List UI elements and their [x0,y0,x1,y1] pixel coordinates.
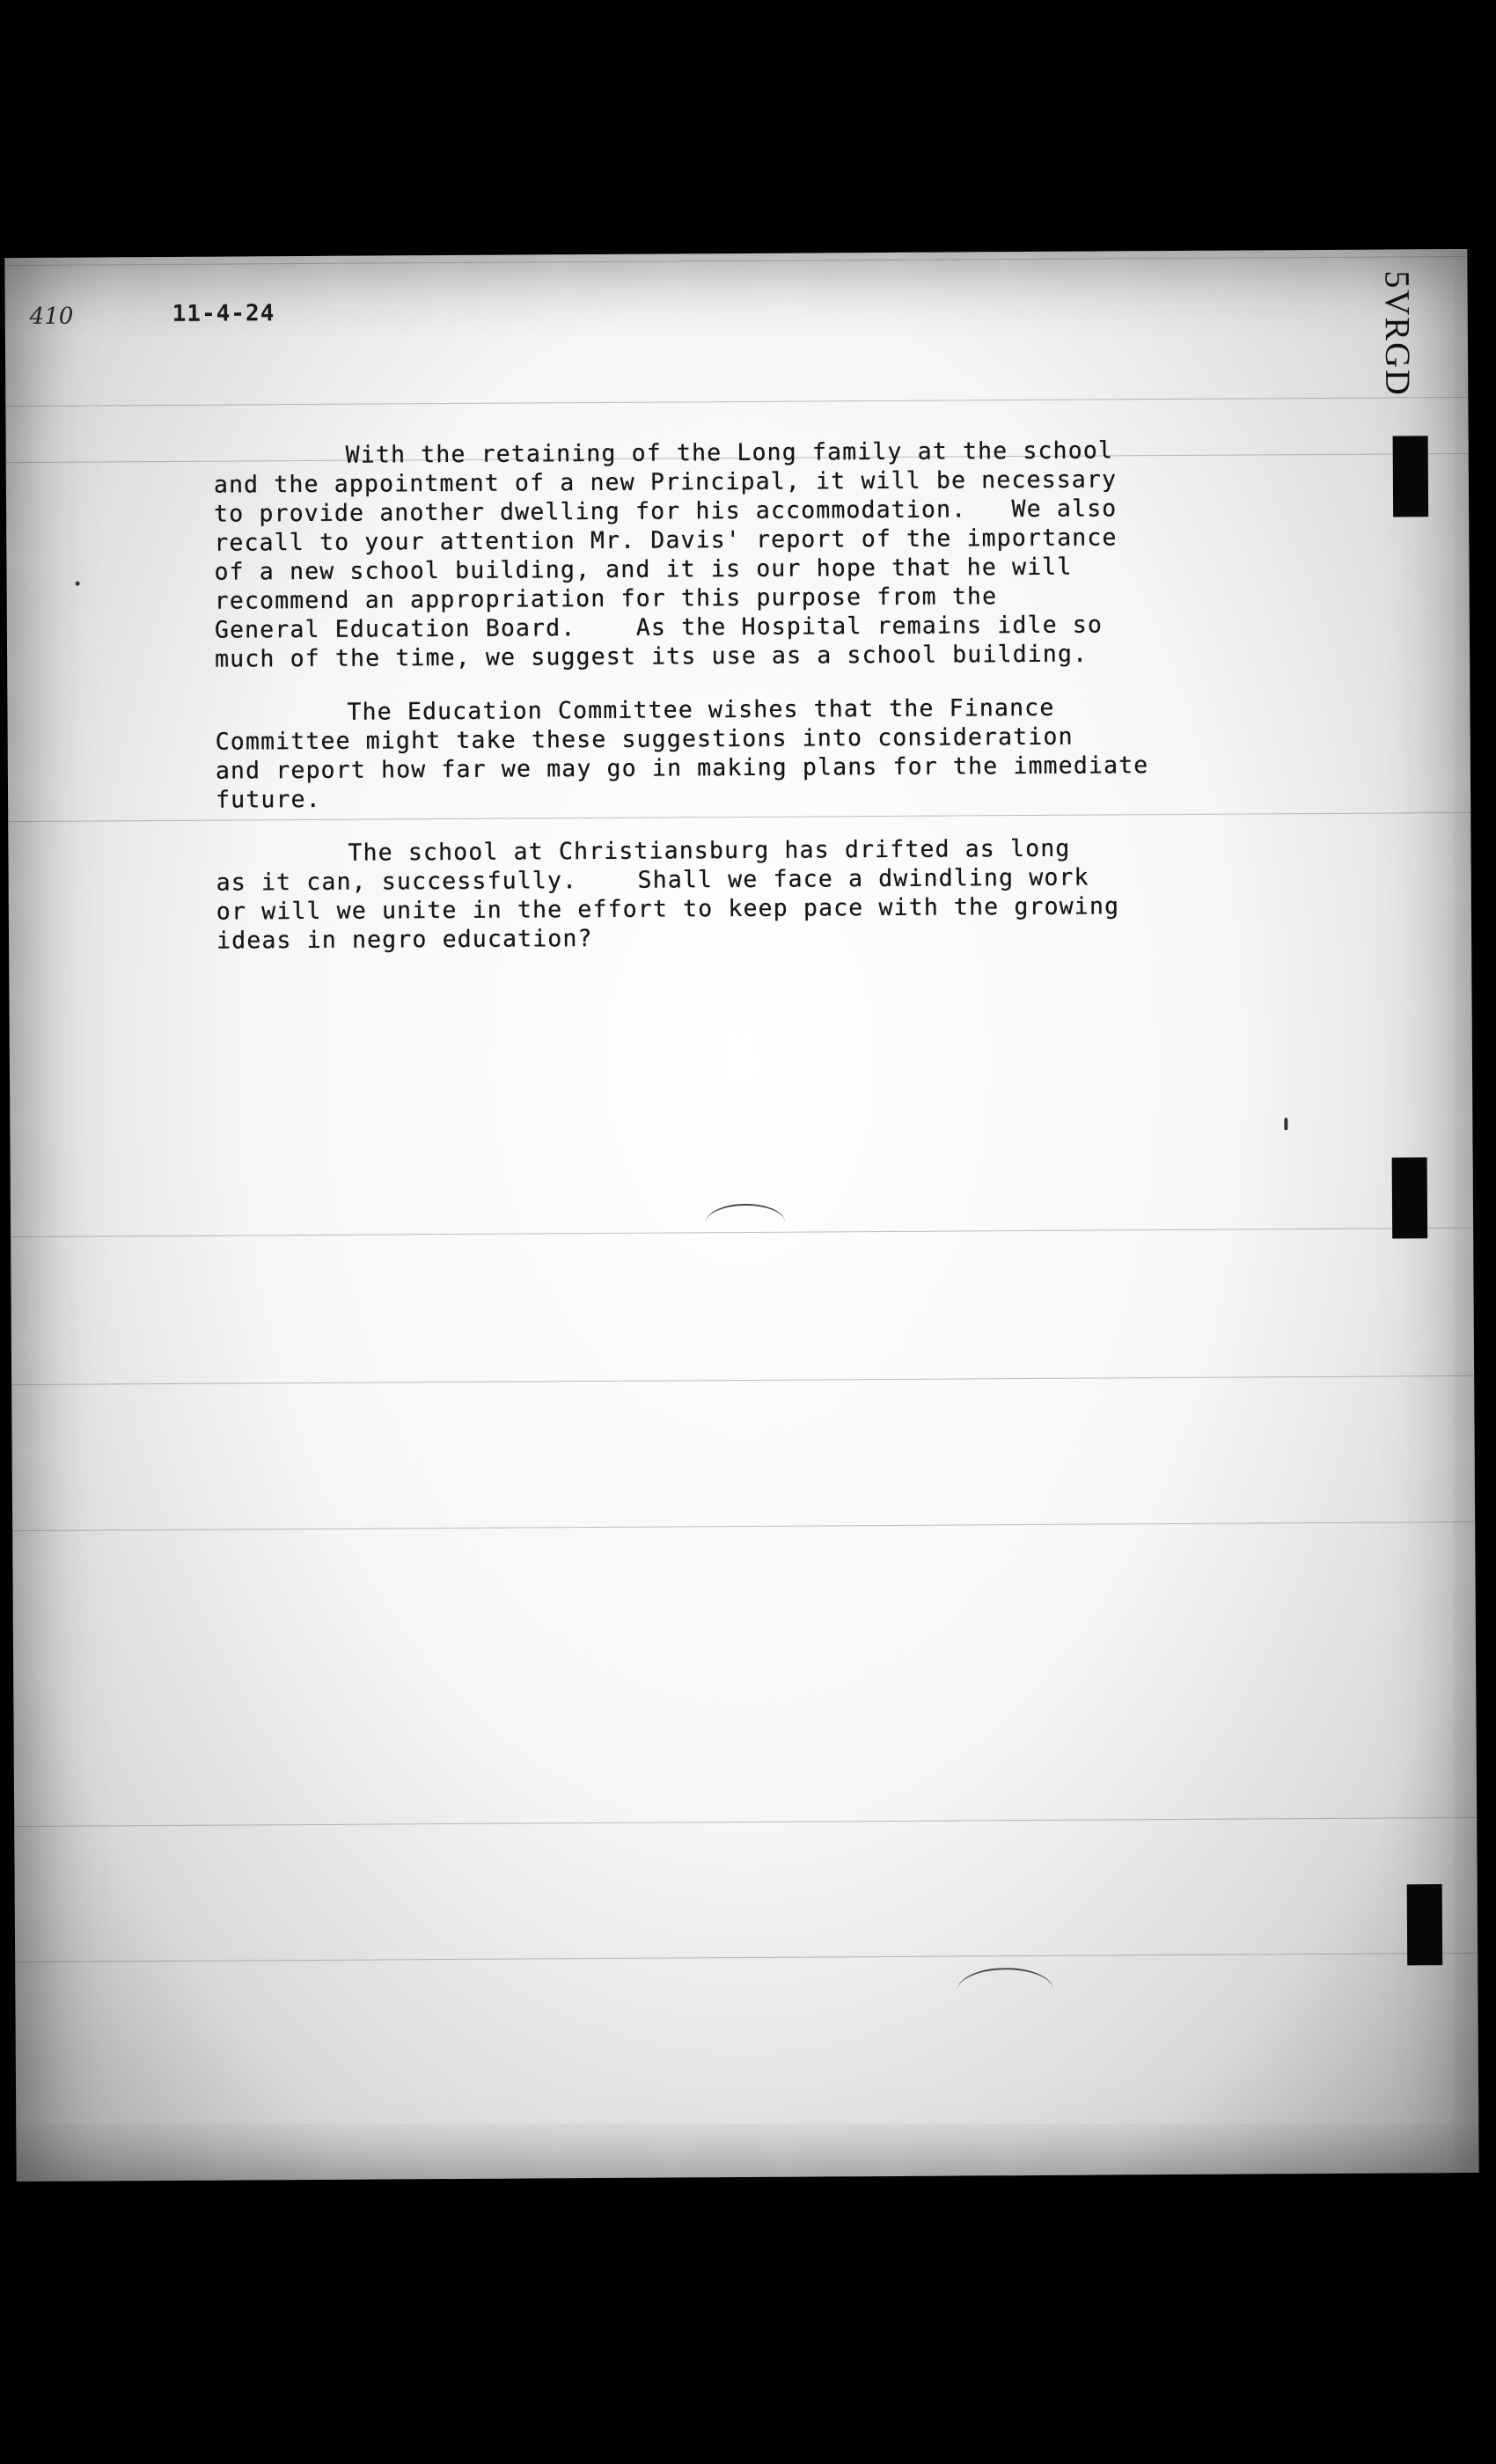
ruled-line [5,397,1468,407]
margin-code: 5VRGD [1377,270,1419,397]
ruled-line [14,1817,1477,1827]
text-line: recall to your attention Mr. Davis' report of the importance [214,524,1118,557]
letter-body [214,435,1309,980]
text-line: The school at Christiansburg has drifted as long [348,834,1071,867]
text-line: recommend an appropriation for this purpose from the [214,583,998,615]
stray-pen-mark [706,1204,785,1242]
text-line: With the retaining of the Long family at the school [345,436,1114,469]
text-line: ideas in negro education? [216,925,593,955]
ruled-line [12,1522,1475,1531]
text-line: much of the time, we suggest its use as a school building. [215,640,1089,673]
text-line: of a new school building, and it is our hope that he will [214,553,1073,586]
paragraph [214,435,1307,674]
text-line: General Education Board. As the Hospital remains idle so [214,611,1104,644]
text-line: future. [216,785,321,814]
text-line: Committee might take these suggestions into consideration [215,722,1074,756]
ruled-line [4,256,1467,266]
ink-speck [76,582,80,586]
index-tab-marker [1393,436,1429,517]
page-number: 410 [29,303,74,330]
paragraph [215,692,1307,815]
text-line: to provide another dwelling for his accommodation. We also [214,495,1118,528]
date-stamp: 11-4-24 [172,300,275,327]
text-line: The Education Committee wishes that the Finance [347,693,1055,726]
text-line: and the appointment of a new Principal, it will be necessary [213,466,1118,499]
paragraph [216,832,1308,956]
index-tab-marker [1407,1884,1443,1965]
text-line: as it can, successfully. Shall we face a dwindling work [216,863,1089,897]
ruled-line [11,1375,1474,1385]
text-line: or will we unite in the effort to keep pace with the growing [216,892,1120,926]
ruled-line [15,1953,1478,1962]
text-line: and report how far we may go in making plans for the immediate [215,752,1149,785]
stray-pen-mark [957,1968,1053,2014]
document-page [4,249,1478,2182]
index-tab-marker [1392,1157,1428,1238]
ink-speck [1284,1118,1287,1130]
